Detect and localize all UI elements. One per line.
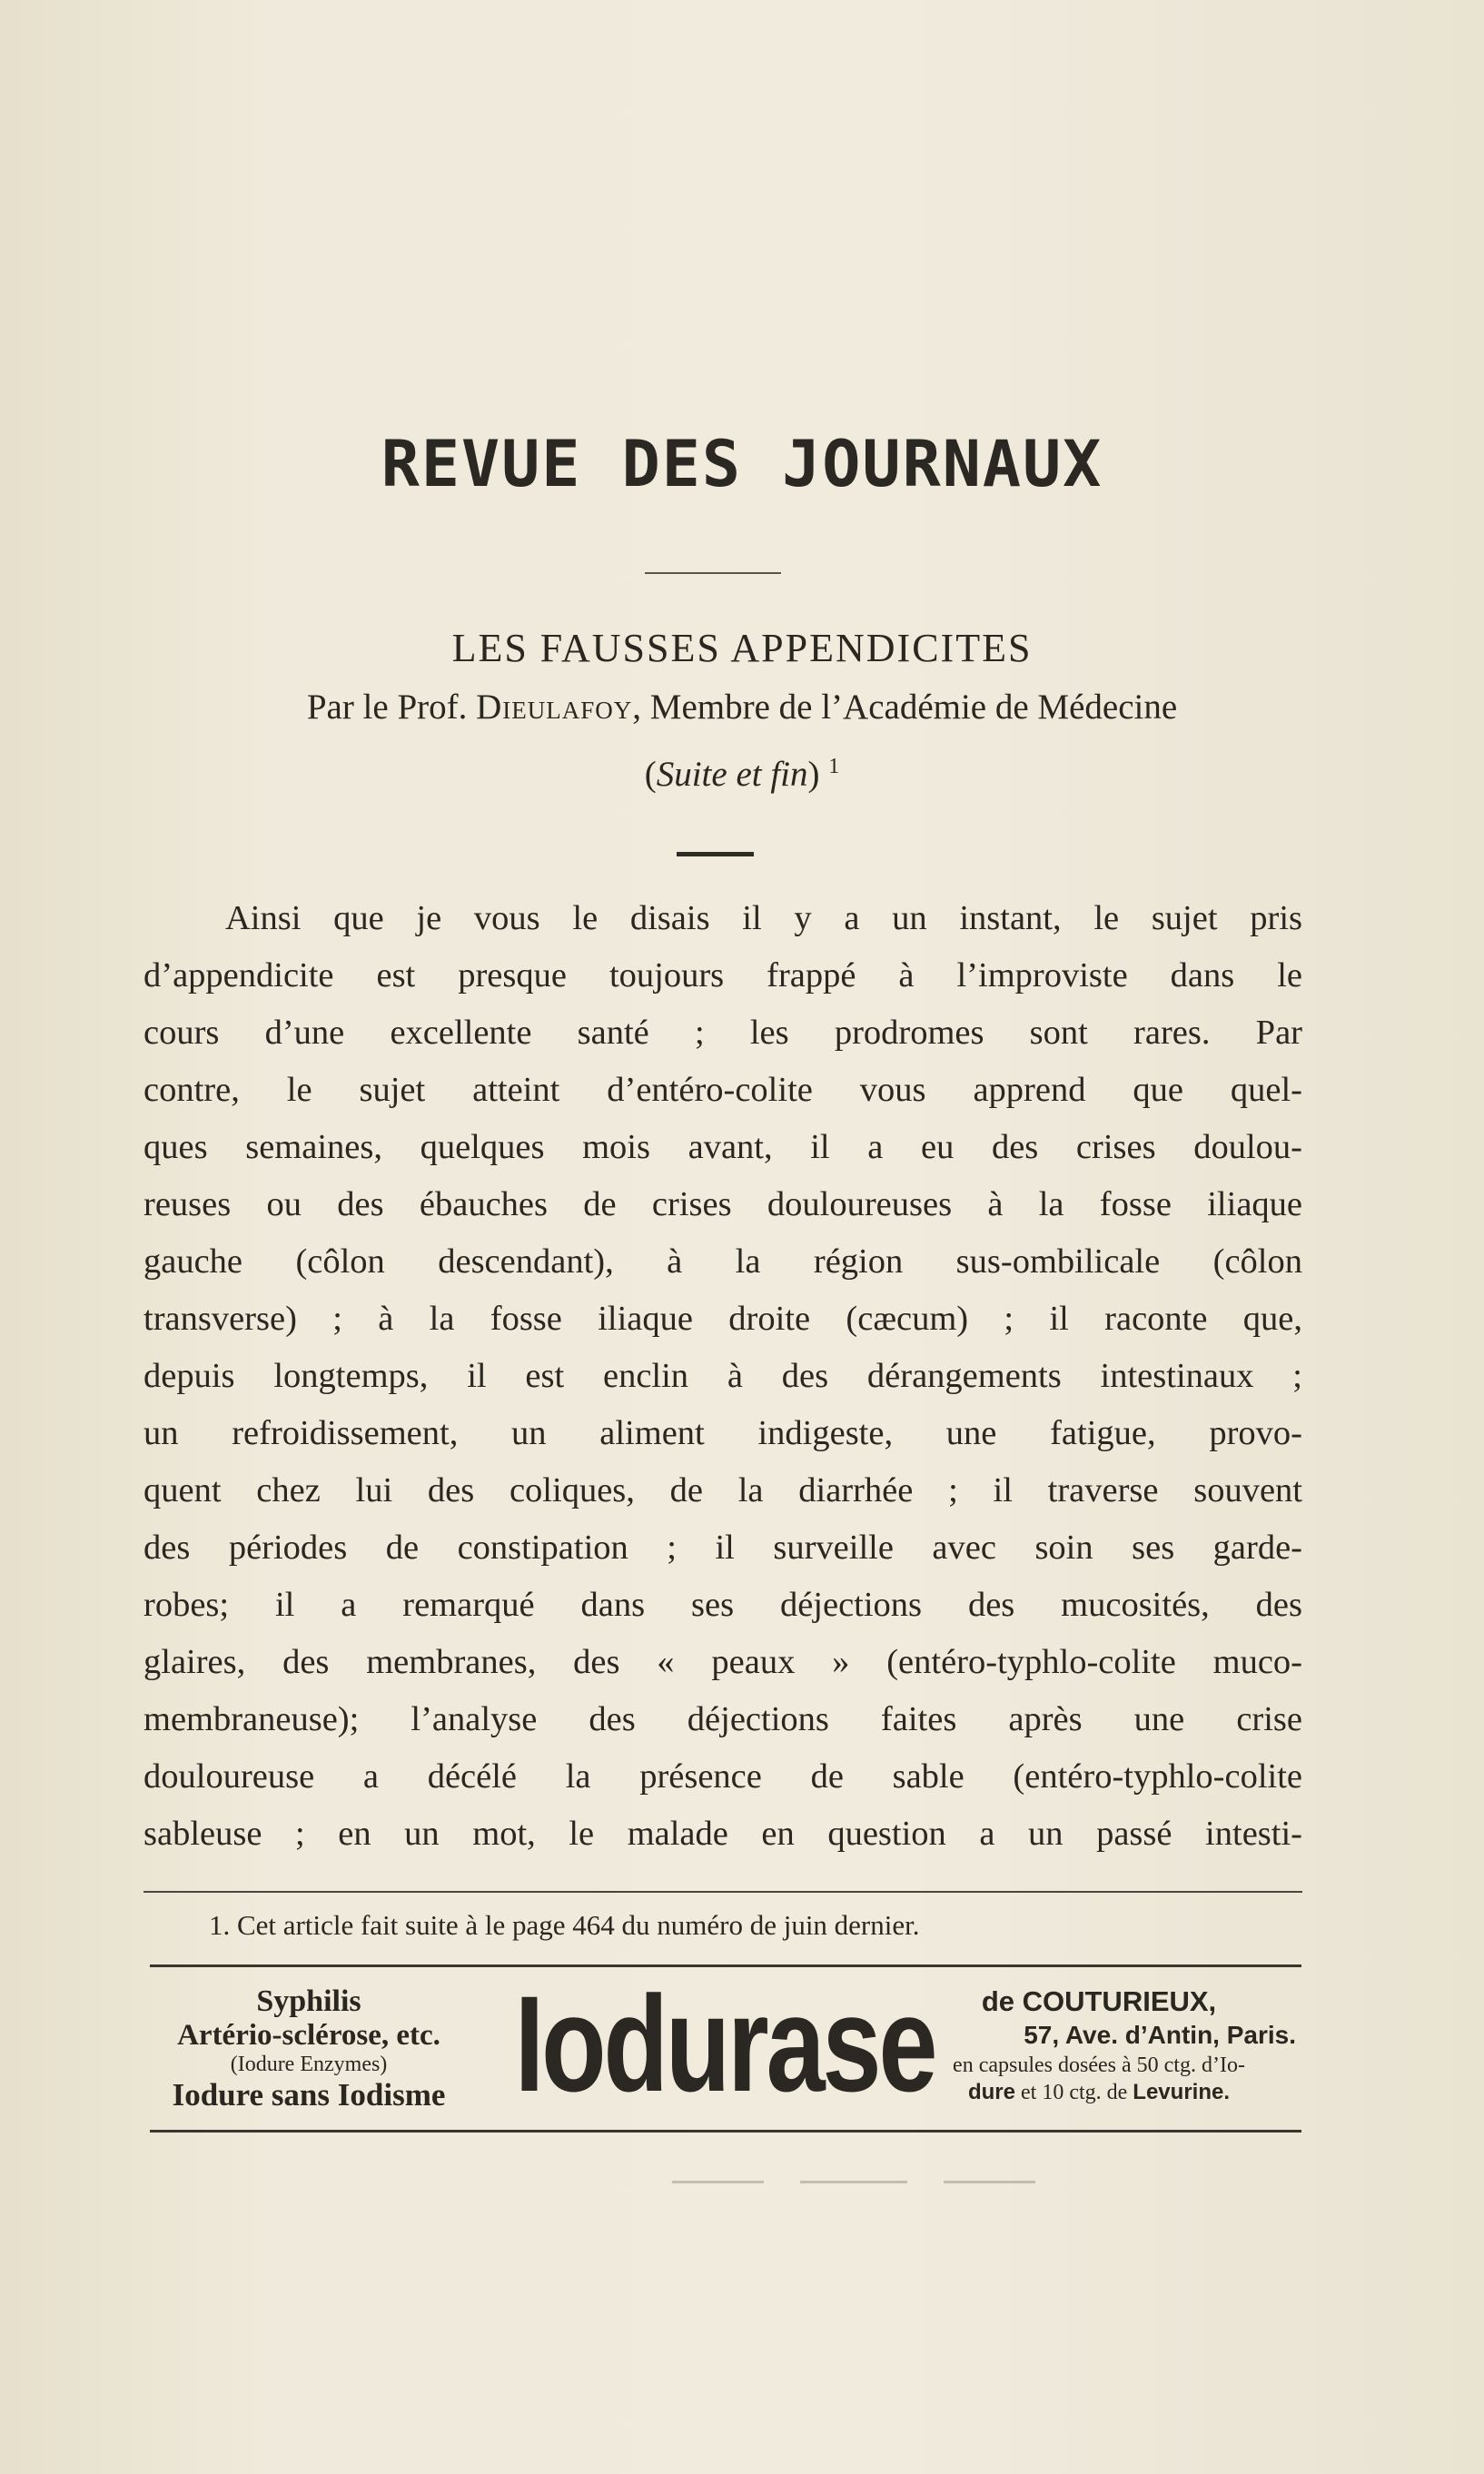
author-name: Dieulafoy bbox=[476, 688, 633, 727]
body-line: transverse) ; à la fosse iliaque droite (cæcum) ; il raconte que, bbox=[143, 1300, 1302, 1338]
author-affiliation: , Membre de l’Académie de Médecine bbox=[632, 688, 1178, 727]
body-line: glaires, des membranes, des « peaux » (entéro-typhlo-colite muco- bbox=[143, 1643, 1302, 1681]
suite-text: Suite et fin bbox=[656, 755, 808, 794]
body-line: sableuse ; en un mot, le malade en question a un passé intesti- bbox=[143, 1815, 1302, 1853]
advert-brand-name: Iodurase bbox=[514, 1967, 935, 2120]
article-title: LES FAUSSES APPENDICITES bbox=[451, 626, 1033, 670]
advert-indication-2: Artério-sclérose, etc. bbox=[177, 2019, 440, 2052]
body-line: gauche (côlon descendant), à la région sus-ombilicale (côlon bbox=[143, 1242, 1302, 1281]
body-line: robes; il a remarqué dans ses déjections des mucosités, des bbox=[143, 1586, 1302, 1624]
body-line: un refroidissement, un aliment indigeste, une fatigue, provo- bbox=[143, 1414, 1302, 1452]
body-line: d’appendicite est presque toujours frappé à l’improviste dans le bbox=[143, 956, 1302, 995]
body-line: cours d’une excellente santé ; les prodromes sont rares. Par bbox=[143, 1014, 1302, 1052]
advert-left-block bbox=[145, 1984, 472, 2113]
advert-dosage-mid: et 10 ctg. de bbox=[1015, 2081, 1133, 2104]
body-line: ques semaines, quelques mois avant, il a eu des crises doulou- bbox=[143, 1128, 1302, 1166]
advert-bottom-rule bbox=[150, 2130, 1301, 2133]
body-line: Ainsi que je vous le disais il y a un instant, le sujet pris bbox=[225, 899, 1302, 937]
body-line: quent chez lui des coliques, de la diarrhée ; il traverse souvent bbox=[143, 1471, 1302, 1509]
journal-section-title: REVUE DES JOURNAUX bbox=[381, 427, 1103, 501]
footnote: 1. Cet article fait suite à le page 464 du numéro de juin dernier. bbox=[209, 1909, 920, 1941]
print-smudge bbox=[672, 2175, 1035, 2188]
body-line: reuses ou des ébauches de crises douloureuses à la fosse iliaque bbox=[143, 1185, 1302, 1223]
article-body bbox=[143, 890, 1302, 1863]
article-byline bbox=[0, 687, 1484, 727]
advert-indication-1: Syphilis bbox=[256, 1984, 361, 2018]
body-line: contre, le sujet atteint d’entéro-colite vous apprend que quel- bbox=[143, 1071, 1302, 1109]
advert-address: 57, Ave. d’Antin, Paris. bbox=[1024, 2021, 1296, 2049]
footnote-marker: 1 bbox=[828, 755, 840, 778]
title-divider bbox=[645, 572, 781, 574]
advert-dosage-iodure: dure bbox=[967, 2080, 1015, 2104]
smudge-mark bbox=[944, 2181, 1035, 2183]
byline-prefix: Par le Prof. bbox=[306, 688, 468, 727]
body-line: douloureuse a décélé la présence de sable (entéro-typhlo-colite bbox=[143, 1757, 1302, 1796]
smudge-mark bbox=[800, 2181, 908, 2183]
advert-dosage-2 bbox=[895, 2079, 1303, 2106]
body-line: des périodes de constipation ; il surveille avec soin ses garde- bbox=[143, 1529, 1302, 1567]
body-line: depuis longtemps, il est enclin à des dérangements intestinaux ; bbox=[143, 1357, 1302, 1395]
advert-manufacturer: de COUTURIEUX, bbox=[981, 1985, 1217, 2017]
advert-dosage-1: en capsules dosées à 50 ctg. d’Io- bbox=[953, 2053, 1245, 2077]
advert-dosage-levurine: Levurine. bbox=[1133, 2080, 1230, 2104]
body-line: membraneuse); l’analyse des déjections faites après une crise bbox=[143, 1700, 1302, 1738]
advert-composition: (Iodure Enzymes) bbox=[230, 2053, 388, 2076]
smudge-mark bbox=[672, 2181, 764, 2183]
advert-tagline: Iodure sans Iodisme bbox=[172, 2077, 446, 2113]
footnote-divider bbox=[143, 1891, 1302, 1893]
heading-divider bbox=[677, 852, 754, 856]
suite-note: (Suite et fin) $^1$ bbox=[644, 755, 840, 794]
advert-right-block bbox=[895, 1984, 1303, 2106]
